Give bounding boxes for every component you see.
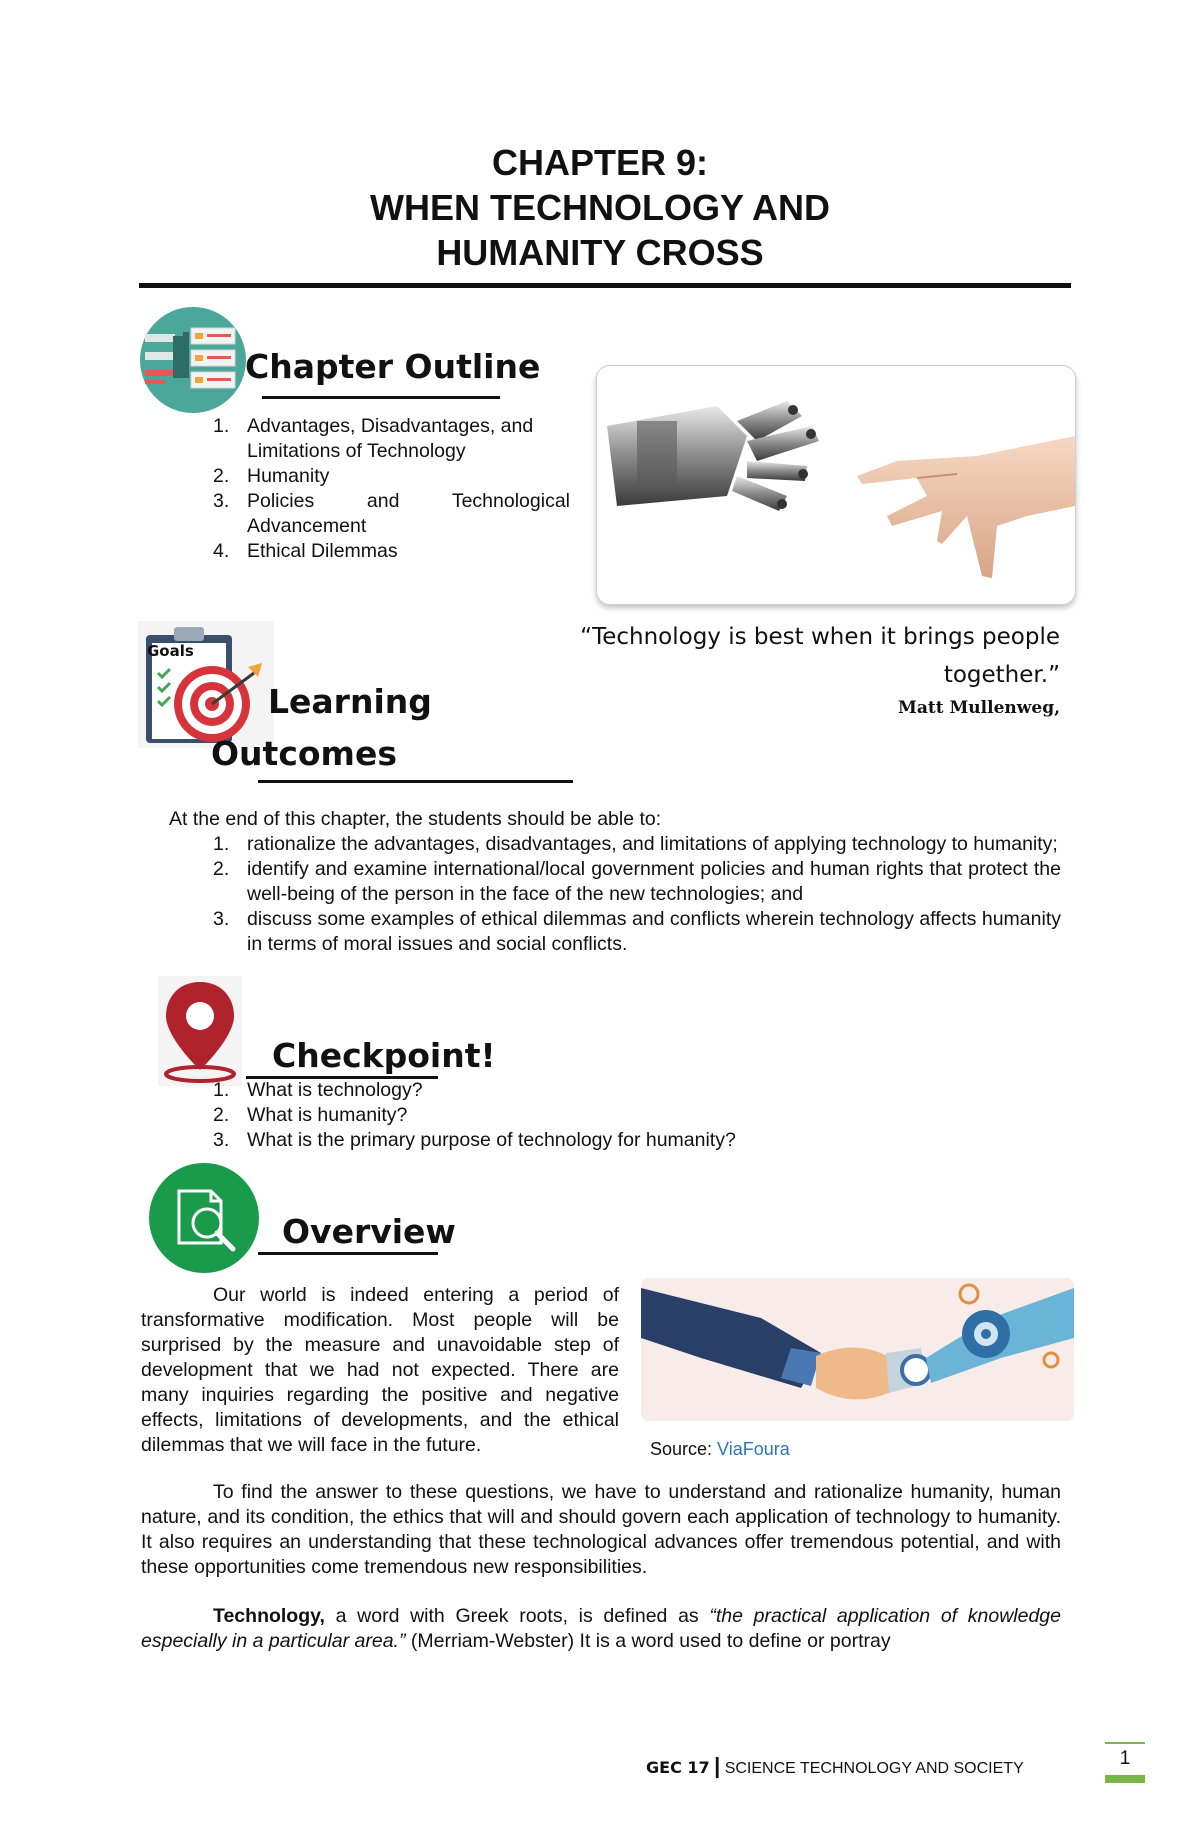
goals-target-icon [138,621,274,748]
source-label: Source: [650,1439,718,1459]
overview-paragraph-2: To find the answer to these questions, we have to understand and rationalize humanity, human nature, and its condition, the ethics that will and should govern each application of technology to humanity. It also requires an understanding that these technological advances offer tremendous potential, and with these opportunities come tremendous new responsibilities. [141,1481,1061,1578]
chapter-outline-list [213,414,570,564]
footer-course: GEC 17 [646,1758,710,1777]
chapter-title-line2: HUMANITY CROSS [436,232,764,273]
list-item: 2. What is humanity? [213,1104,408,1126]
overview-magnifier-icon [149,1163,259,1273]
checkpoint-heading: Checkpoint! [272,1036,496,1075]
location-pin-icon [158,976,242,1086]
learning-outcomes-underline [258,780,573,783]
list-item: 2. identify and examine international/local government policies and human rights that protect the well-being of the person in the face of the new technologies; and [213,858,1061,905]
footer-subject: SCIENCE TECHNOLOGY AND SOCIETY [724,1760,1024,1777]
checkpoint-list [213,1078,947,1153]
list-item: 1. Advantages, Disadvantages, and Limitations of Technology [213,415,534,462]
list-item: 2. Humanity [213,465,330,487]
title-rule [139,283,1071,288]
quote-author: Matt Mullenweg, [898,698,1060,718]
chapter-outline-underline [262,396,500,399]
human-robot-handshake-image [641,1278,1074,1421]
list-item: 4. Ethical Dilemmas [213,540,398,562]
list-item: 1. rationalize the advantages, disadvantages, and limitations of applying technology to humanity; [213,833,1058,855]
outline-icon [139,306,247,414]
page-number: 1 [1119,1748,1131,1769]
list-item: 1. What is technology? [213,1079,423,1101]
footer-separator: | [714,1753,721,1778]
list-item: 3. Policies and Technological Advancement [213,490,570,537]
outcomes-heading: Outcomes [211,734,397,773]
list-item: 3. What is the primary purpose of technology for humanity? [213,1129,736,1151]
outcomes-list [213,832,1061,957]
overview-underline [258,1252,438,1255]
robot-human-hands-image [596,365,1076,605]
technology-definition: “the practical application of knowledge especially in a particular area.” [141,1605,1061,1652]
source-link[interactable]: ViaFoura [717,1439,790,1459]
image-source-caption [650,1437,790,1462]
overview-paragraph-1: Our world is indeed entering a period of transformative modification. Most people will be surprised by the measure and unavoidable step of development that we had not expected. There are many inquiries regarding the positive and negative effects, limitations of developments, and the ethical dilemmas that we will face in the future. [141,1284,619,1456]
quote-line2: together.” [943,662,1060,688]
quote-line1: “Technology is best when it brings people [580,624,1060,650]
page-footer [646,1753,1024,1779]
learning-heading: Learning [268,682,432,721]
page-number-rule-top [1105,1742,1145,1744]
chapter-outline-heading: Chapter Outline [245,347,541,386]
chapter-number: CHAPTER 9: [491,142,709,183]
overview-heading: Overview [282,1212,456,1251]
goals-label: Goals [147,642,194,660]
page-number-bar [1105,1775,1145,1783]
chapter-title-line1: WHEN TECHNOLOGY AND [369,187,830,228]
technology-term: Technology, [213,1605,325,1627]
overview-paragraph-3: Technology, a word with Greek roots, is defined as “the practical application of knowledge especially in a particular area.” (Merriam-Webster) It is a word used to define or portray [141,1605,1061,1652]
outcomes-intro: At the end of this chapter, the students should be able to: [169,808,662,830]
list-item: 3. discuss some examples of ethical dilemmas and conflicts wherein technology affects humanity in terms of moral issues and social conflicts. [213,908,1061,955]
